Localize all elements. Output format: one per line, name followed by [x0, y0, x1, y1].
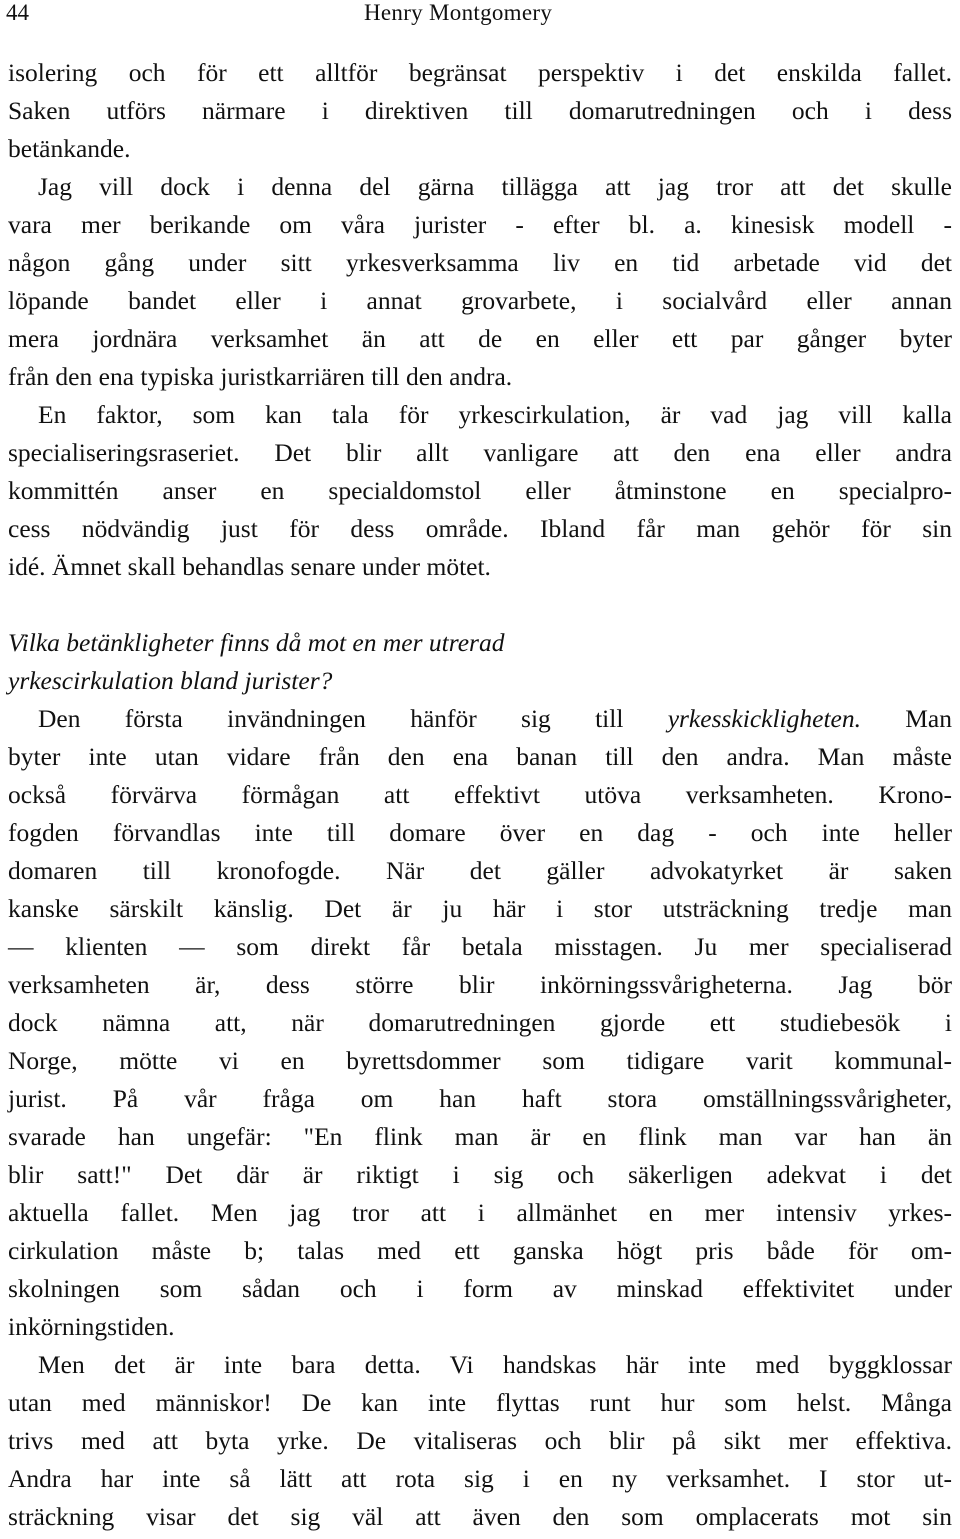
text-line: inkörningstiden.	[8, 1312, 175, 1341]
text-line: Men det är inte bara detta. Vi handskas här inte med byggklossar	[38, 1350, 952, 1379]
text-line: idé. Ämnet skall behandlas senare under mötet.	[8, 552, 491, 581]
emphasized-term: yrkesskickligheten.	[667, 704, 861, 733]
text-line: svarade han ungefär: "En flink man är en flink man var han än	[8, 1122, 952, 1151]
text-line: vara mer berikande om våra jurister - efter bl. a. kinesisk modell -	[8, 210, 952, 239]
text-line: En faktor, som kan tala för yrkescirkulation, är vad jag vill kalla	[38, 400, 952, 429]
text-line: Andra har inte så lätt att rota sig i en ny verksamhet. I stor ut-	[8, 1464, 952, 1493]
text-line: dock nämna att, när domarutredningen gjorde ett studiebesök i	[8, 1008, 952, 1037]
text-line: sträckning visar det sig väl att även den som omplacerats mot sin	[8, 1502, 952, 1531]
running-head: Henry Montgomery	[364, 0, 553, 25]
text-line: skolningen som sådan och i form av minskad effektivitet under	[8, 1274, 952, 1303]
text-line: kommittén anser en specialdomstol eller åtminstone en specialpro-	[8, 476, 952, 505]
page-header	[0, 0, 960, 30]
text-segment: Man	[860, 704, 952, 733]
body-text	[8, 54, 952, 1536]
text-line: byter inte utan vidare från den ena banan till den andra. Man måste	[8, 742, 952, 771]
text-line: cess nödvändig just för dess område. Ibland får man gehör för sin	[8, 514, 952, 543]
text-line: också förvärva förmågan att effektivt utöva verksamheten. Krono-	[8, 780, 952, 809]
text-line: utan med människor! De kan inte flyttas runt hur som helst. Många	[8, 1388, 952, 1417]
text-line: trivs med att byta yrke. De vitaliseras och blir på sikt mer effektiva.	[8, 1426, 952, 1455]
text-line: kanske särskilt känslig. Det är ju här i stor utsträckning tredje man	[8, 894, 952, 923]
text-line: — klienten — som direkt får betala misstagen. Ju mer specialiserad	[8, 932, 952, 961]
text-line: domaren till kronofogde. När det gäller advokatyrket är saken	[8, 856, 952, 885]
text-line: från den ena typiska juristkarriären till den andra.	[8, 362, 513, 391]
page-number: 44	[6, 0, 29, 25]
text-line: Jag vill dock i denna del gärna tillägga att jag tror att det skulle	[38, 172, 952, 201]
text-line: cirkulation måste b; talas med ett ganska högt pris både för om-	[8, 1236, 952, 1265]
text-segment: Den första invändningen hänför sig till	[38, 704, 668, 733]
paragraph-gap	[8, 586, 952, 624]
text-line: Norge, mötte vi en byrettsdommer som tidigare varit kommunal-	[8, 1046, 952, 1075]
text-line: specialiseringsraseriet. Det blir allt vanligare att den ena eller andra	[8, 438, 952, 467]
text-line: Saken utförs närmare i direktiven till domarutredningen och i dess	[8, 96, 952, 125]
text-line: någon gång under sitt yrkesverksamma liv en tid arbetade vid det	[8, 248, 952, 277]
text-line: blir satt!" Det där är riktigt i sig och säkerligen adekvat i det	[8, 1160, 952, 1189]
text-line: jurist. På vår fråga om han haft stora omställningssvårigheter,	[8, 1084, 952, 1113]
text-line: fogden förvandlas inte till domare över en dag - och inte heller	[8, 818, 952, 847]
text-line: betänkande.	[8, 134, 131, 163]
text-line: mera jordnära verksamhet än att de en eller ett par gånger byter	[8, 324, 952, 353]
text-line: löpande bandet eller i annat grovarbete, i socialvård eller annan	[8, 286, 952, 315]
text-line: verksamheten är, dess större blir inkörningssvårigheterna. Jag bör	[8, 970, 952, 999]
text-line: aktuella fallet. Men jag tror att i allmänhet en mer intensiv yrkes-	[8, 1198, 952, 1227]
text-line	[8, 700, 952, 738]
section-heading-line: yrkescirkulation bland jurister?	[8, 666, 333, 695]
text-line: isolering och för ett alltför begränsat perspektiv i det enskilda fallet.	[8, 58, 952, 87]
section-heading-line: Vilka betänkligheter finns då mot en mer utrerad	[8, 628, 505, 657]
